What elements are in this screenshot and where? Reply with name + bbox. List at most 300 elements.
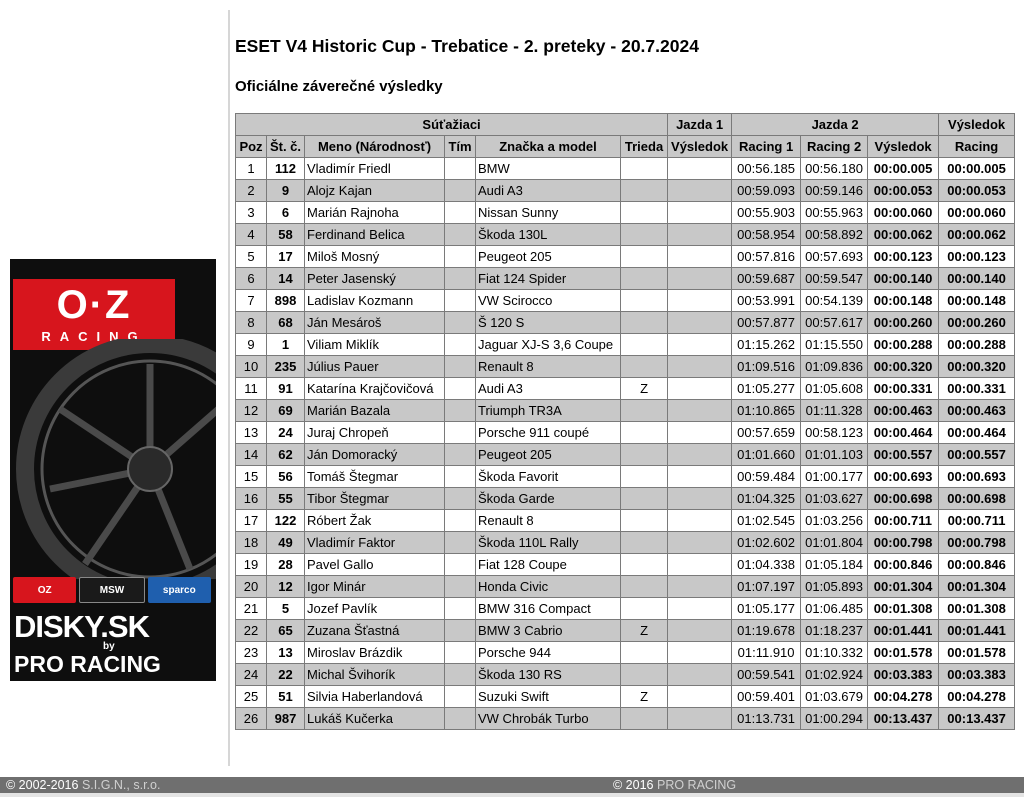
cell-racing2: 01:05.608 <box>801 378 868 400</box>
cell-racing2: 01:10.332 <box>801 642 868 664</box>
cell-racing1: 01:15.262 <box>732 334 801 356</box>
cell-run1-result <box>668 180 732 202</box>
cell-team <box>445 510 476 532</box>
cell-start-number: 55 <box>267 488 305 510</box>
cell-racing1: 01:09.516 <box>732 356 801 378</box>
cell-team <box>445 158 476 180</box>
cell-position: 8 <box>236 312 267 334</box>
cell-run2-result: 00:03.383 <box>868 664 939 686</box>
column-header: Racing 2 <box>801 136 868 158</box>
cell-team <box>445 598 476 620</box>
cell-team <box>445 312 476 334</box>
cell-class <box>621 664 668 686</box>
cell-racing2: 01:03.256 <box>801 510 868 532</box>
cell-racing2: 00:56.180 <box>801 158 868 180</box>
cell-run2-result: 00:00.060 <box>868 202 939 224</box>
cell-racing2: 01:18.237 <box>801 620 868 642</box>
cell-final-result: 00:01.578 <box>939 642 1015 664</box>
cell-position: 11 <box>236 378 267 400</box>
cell-racing2: 00:58.892 <box>801 224 868 246</box>
cell-run1-result <box>668 488 732 510</box>
cell-start-number: 898 <box>267 290 305 312</box>
cell-racing1: 00:59.687 <box>732 268 801 290</box>
cell-start-number: 22 <box>267 664 305 686</box>
cell-final-result: 00:00.331 <box>939 378 1015 400</box>
cell-racing2: 00:58.123 <box>801 422 868 444</box>
cell-class <box>621 554 668 576</box>
cell-start-number: 14 <box>267 268 305 290</box>
cell-racing1: 01:05.277 <box>732 378 801 400</box>
cell-team <box>445 246 476 268</box>
table-row <box>236 686 1015 708</box>
cell-name: Zuzana Šťastná <box>305 620 445 642</box>
cell-racing1: 00:59.541 <box>732 664 801 686</box>
cell-start-number: 112 <box>267 158 305 180</box>
cell-final-result: 00:00.053 <box>939 180 1015 202</box>
sparco-logo: sparco <box>148 577 211 603</box>
table-row <box>236 224 1015 246</box>
logo-text: O·Z <box>56 283 132 327</box>
cell-final-result: 00:04.278 <box>939 686 1015 708</box>
cell-class <box>621 642 668 664</box>
cell-position: 7 <box>236 290 267 312</box>
cell-class <box>621 422 668 444</box>
cell-class <box>621 180 668 202</box>
cell-position: 6 <box>236 268 267 290</box>
cell-final-result: 00:00.711 <box>939 510 1015 532</box>
cell-final-result: 00:00.464 <box>939 422 1015 444</box>
cell-team <box>445 686 476 708</box>
table-row <box>236 290 1015 312</box>
table-row <box>236 158 1015 180</box>
cell-start-number: 58 <box>267 224 305 246</box>
cell-name: Vladimír Faktor <box>305 532 445 554</box>
group-header-row <box>236 114 1015 136</box>
cell-name: Silvia Haberlandová <box>305 686 445 708</box>
cell-run2-result: 00:01.441 <box>868 620 939 642</box>
cell-racing1: 01:05.177 <box>732 598 801 620</box>
cell-racing2: 01:02.924 <box>801 664 868 686</box>
cell-start-number: 5 <box>267 598 305 620</box>
cell-racing1: 01:13.731 <box>732 708 801 730</box>
cell-name: Katarína Krajčovičová <box>305 378 445 400</box>
cell-position: 21 <box>236 598 267 620</box>
cell-position: 15 <box>236 466 267 488</box>
cell-racing2: 00:54.139 <box>801 290 868 312</box>
cell-position: 26 <box>236 708 267 730</box>
cell-racing2: 01:00.294 <box>801 708 868 730</box>
cell-class <box>621 510 668 532</box>
footer-bar <box>0 777 1024 793</box>
oz-mini-logo: OZ <box>13 577 76 603</box>
footer-left-copyright: © 2002-2016 <box>6 778 79 792</box>
cell-name: Pavel Gallo <box>305 554 445 576</box>
cell-car: Peugeot 205 <box>476 444 621 466</box>
table-row <box>236 334 1015 356</box>
table-row <box>236 466 1015 488</box>
cell-car: VW Chrobák Turbo <box>476 708 621 730</box>
cell-team <box>445 466 476 488</box>
cell-name: Viliam Miklík <box>305 334 445 356</box>
cell-run1-result <box>668 334 732 356</box>
cell-final-result: 00:00.060 <box>939 202 1015 224</box>
cell-start-number: 51 <box>267 686 305 708</box>
cell-team <box>445 400 476 422</box>
cell-position: 10 <box>236 356 267 378</box>
cell-run2-result: 00:00.140 <box>868 268 939 290</box>
cell-racing1: 00:57.877 <box>732 312 801 334</box>
cell-car: Škoda 130 RS <box>476 664 621 686</box>
cell-run2-result: 00:13.437 <box>868 708 939 730</box>
cell-position: 17 <box>236 510 267 532</box>
cell-racing1: 01:01.660 <box>732 444 801 466</box>
cell-position: 2 <box>236 180 267 202</box>
cell-run1-result <box>668 708 732 730</box>
cell-start-number: 13 <box>267 642 305 664</box>
cell-team <box>445 708 476 730</box>
table-row <box>236 378 1015 400</box>
cell-run2-result: 00:00.148 <box>868 290 939 312</box>
cell-racing1: 01:04.338 <box>732 554 801 576</box>
cell-car: Audi A3 <box>476 180 621 202</box>
cell-team <box>445 554 476 576</box>
cell-position: 25 <box>236 686 267 708</box>
cell-name: Miloš Mosný <box>305 246 445 268</box>
cell-class <box>621 202 668 224</box>
cell-team <box>445 444 476 466</box>
cell-car: Honda Civic <box>476 576 621 598</box>
cell-car: Škoda 130L <box>476 224 621 246</box>
cell-position: 5 <box>236 246 267 268</box>
msw-logo: MSW <box>79 577 144 603</box>
cell-run2-result: 00:00.123 <box>868 246 939 268</box>
cell-racing1: 00:58.954 <box>732 224 801 246</box>
cell-name: Ferdinand Belica <box>305 224 445 246</box>
cell-name: Marián Bazala <box>305 400 445 422</box>
page-subtitle: Oficiálne záverečné výsledky <box>235 78 443 95</box>
cell-team <box>445 664 476 686</box>
cell-car: Renault 8 <box>476 356 621 378</box>
cell-run2-result: 00:01.304 <box>868 576 939 598</box>
cell-team <box>445 642 476 664</box>
cell-name: Jozef Pavlík <box>305 598 445 620</box>
cell-car: Suzuki Swift <box>476 686 621 708</box>
cell-team <box>445 532 476 554</box>
cell-class <box>621 466 668 488</box>
cell-run1-result <box>668 554 732 576</box>
cell-class: Z <box>621 378 668 400</box>
table-row <box>236 444 1015 466</box>
cell-final-result: 00:00.557 <box>939 444 1015 466</box>
cell-racing2: 00:59.146 <box>801 180 868 202</box>
cell-class <box>621 444 668 466</box>
group-header: Súťažiaci <box>236 114 668 136</box>
cell-position: 13 <box>236 422 267 444</box>
cell-run1-result <box>668 158 732 180</box>
cell-run1-result <box>668 312 732 334</box>
cell-start-number: 9 <box>267 180 305 202</box>
table-row <box>236 422 1015 444</box>
cell-name: Peter Jasenský <box>305 268 445 290</box>
cell-racing2: 00:55.963 <box>801 202 868 224</box>
cell-run1-result <box>668 664 732 686</box>
cell-racing2: 00:59.547 <box>801 268 868 290</box>
cell-final-result: 00:00.260 <box>939 312 1015 334</box>
cell-car: Renault 8 <box>476 510 621 532</box>
cell-run1-result <box>668 356 732 378</box>
sponsor-banner[interactable] <box>10 259 216 681</box>
cell-class <box>621 224 668 246</box>
column-header-row <box>236 136 1015 158</box>
cell-position: 20 <box>236 576 267 598</box>
pro-racing-brand: PRO RACING <box>14 651 161 677</box>
cell-car: Š 120 S <box>476 312 621 334</box>
column-header: Št. č. <box>267 136 305 158</box>
cell-racing2: 00:57.617 <box>801 312 868 334</box>
cell-run1-result <box>668 510 732 532</box>
column-header: Výsledok <box>868 136 939 158</box>
cell-run1-result <box>668 202 732 224</box>
cell-team <box>445 576 476 598</box>
cell-team <box>445 290 476 312</box>
cell-team <box>445 488 476 510</box>
cell-racing1: 01:02.602 <box>732 532 801 554</box>
cell-position: 18 <box>236 532 267 554</box>
cell-team <box>445 268 476 290</box>
column-header: Výsledok <box>668 136 732 158</box>
cell-racing1: 01:07.197 <box>732 576 801 598</box>
column-header: Trieda <box>621 136 668 158</box>
column-header: Poz <box>236 136 267 158</box>
cell-name: Tomáš Štegmar <box>305 466 445 488</box>
cell-run2-result: 00:01.578 <box>868 642 939 664</box>
cell-run2-result: 00:00.711 <box>868 510 939 532</box>
cell-position: 4 <box>236 224 267 246</box>
table-row <box>236 598 1015 620</box>
cell-racing1: 00:59.401 <box>732 686 801 708</box>
table-row <box>236 246 1015 268</box>
cell-run1-result <box>668 400 732 422</box>
table-row <box>236 510 1015 532</box>
cell-name: Alojz Kajan <box>305 180 445 202</box>
cell-car: Porsche 911 coupé <box>476 422 621 444</box>
cell-start-number: 68 <box>267 312 305 334</box>
cell-name: Ladislav Kozmann <box>305 290 445 312</box>
table-row <box>236 356 1015 378</box>
cell-car: Škoda 110L Rally <box>476 532 621 554</box>
cell-name: Ján Domoracký <box>305 444 445 466</box>
cell-car: Triumph TR3A <box>476 400 621 422</box>
cell-name: Róbert Žak <box>305 510 445 532</box>
cell-class <box>621 334 668 356</box>
cell-racing2: 01:05.184 <box>801 554 868 576</box>
cell-final-result: 00:13.437 <box>939 708 1015 730</box>
cell-racing2: 01:09.836 <box>801 356 868 378</box>
table-row <box>236 400 1015 422</box>
disky-brand: DISKY.SK <box>14 609 149 644</box>
cell-car: Peugeot 205 <box>476 246 621 268</box>
cell-run2-result: 00:04.278 <box>868 686 939 708</box>
brand-by: by <box>103 641 115 652</box>
cell-run2-result: 00:00.260 <box>868 312 939 334</box>
cell-start-number: 28 <box>267 554 305 576</box>
cell-name: Juraj Chropeň <box>305 422 445 444</box>
cell-class: Z <box>621 686 668 708</box>
cell-start-number: 91 <box>267 378 305 400</box>
cell-class <box>621 158 668 180</box>
footer-left-link[interactable]: S.I.G.N., s.r.o. <box>81 778 161 792</box>
cell-position: 23 <box>236 642 267 664</box>
cell-position: 24 <box>236 664 267 686</box>
group-header: Jazda 2 <box>732 114 939 136</box>
cell-final-result: 00:01.304 <box>939 576 1015 598</box>
cell-run1-result <box>668 422 732 444</box>
table-row <box>236 268 1015 290</box>
cell-class <box>621 532 668 554</box>
table-row <box>236 312 1015 334</box>
cell-run2-result: 00:00.846 <box>868 554 939 576</box>
cell-final-result: 00:03.383 <box>939 664 1015 686</box>
cell-final-result: 00:01.308 <box>939 598 1015 620</box>
cell-position: 22 <box>236 620 267 642</box>
cell-run2-result: 00:00.062 <box>868 224 939 246</box>
cell-name: Ján Mesároš <box>305 312 445 334</box>
cell-racing1: 00:53.991 <box>732 290 801 312</box>
cell-team <box>445 620 476 642</box>
cell-final-result: 00:00.005 <box>939 158 1015 180</box>
cell-name: Lukáš Kučerka <box>305 708 445 730</box>
cell-name: Tibor Štegmar <box>305 488 445 510</box>
cell-run2-result: 00:00.288 <box>868 334 939 356</box>
table-row <box>236 642 1015 664</box>
column-header: Tím <box>445 136 476 158</box>
cell-final-result: 00:01.441 <box>939 620 1015 642</box>
table-row <box>236 202 1015 224</box>
cell-run2-result: 00:00.698 <box>868 488 939 510</box>
cell-class <box>621 708 668 730</box>
bottom-strip <box>0 793 1024 797</box>
cell-name: Michal Švihorík <box>305 664 445 686</box>
cell-start-number: 12 <box>267 576 305 598</box>
table-row <box>236 664 1015 686</box>
cell-start-number: 987 <box>267 708 305 730</box>
footer-left <box>6 778 160 792</box>
cell-class: Z <box>621 620 668 642</box>
group-header: Výsledok <box>939 114 1015 136</box>
column-header: Racing 1 <box>732 136 801 158</box>
cell-car: Nissan Sunny <box>476 202 621 224</box>
table-row <box>236 488 1015 510</box>
cell-run2-result: 00:01.308 <box>868 598 939 620</box>
sponsor-logos <box>13 577 211 603</box>
cell-position: 16 <box>236 488 267 510</box>
cell-class <box>621 356 668 378</box>
cell-car: BMW 316 Compact <box>476 598 621 620</box>
cell-car: Audi A3 <box>476 378 621 400</box>
cell-class <box>621 312 668 334</box>
footer-right-link[interactable]: PRO RACING <box>656 778 737 792</box>
cell-team <box>445 422 476 444</box>
cell-car: BMW 3 Cabrio <box>476 620 621 642</box>
cell-racing2: 01:05.893 <box>801 576 868 598</box>
table-row <box>236 554 1015 576</box>
column-header: Racing <box>939 136 1015 158</box>
cell-racing1: 00:59.484 <box>732 466 801 488</box>
wheel-icon <box>10 339 216 579</box>
cell-run1-result <box>668 268 732 290</box>
cell-run1-result <box>668 642 732 664</box>
cell-run1-result <box>668 466 732 488</box>
cell-racing1: 00:57.816 <box>732 246 801 268</box>
column-divider <box>228 10 230 766</box>
cell-start-number: 235 <box>267 356 305 378</box>
table-row <box>236 180 1015 202</box>
column-header: Značka a model <box>476 136 621 158</box>
cell-team <box>445 224 476 246</box>
cell-team <box>445 378 476 400</box>
cell-run1-result <box>668 224 732 246</box>
cell-run1-result <box>668 686 732 708</box>
cell-class <box>621 268 668 290</box>
cell-run1-result <box>668 576 732 598</box>
cell-name: Marián Rajnoha <box>305 202 445 224</box>
cell-car: BMW <box>476 158 621 180</box>
cell-final-result: 00:00.062 <box>939 224 1015 246</box>
cell-run2-result: 00:00.798 <box>868 532 939 554</box>
column-header: Meno (Národnosť) <box>305 136 445 158</box>
cell-final-result: 00:00.123 <box>939 246 1015 268</box>
footer-right <box>613 778 736 792</box>
cell-position: 19 <box>236 554 267 576</box>
cell-start-number: 6 <box>267 202 305 224</box>
cell-run2-result: 00:00.053 <box>868 180 939 202</box>
cell-name: Igor Minár <box>305 576 445 598</box>
cell-start-number: 24 <box>267 422 305 444</box>
cell-start-number: 65 <box>267 620 305 642</box>
cell-racing1: 00:56.185 <box>732 158 801 180</box>
cell-car: Jaguar XJ-S 3,6 Coupe <box>476 334 621 356</box>
cell-car: Škoda Garde <box>476 488 621 510</box>
cell-team <box>445 334 476 356</box>
cell-final-result: 00:00.140 <box>939 268 1015 290</box>
cell-final-result: 00:00.798 <box>939 532 1015 554</box>
cell-run2-result: 00:00.464 <box>868 422 939 444</box>
cell-final-result: 00:00.463 <box>939 400 1015 422</box>
cell-start-number: 122 <box>267 510 305 532</box>
cell-start-number: 1 <box>267 334 305 356</box>
cell-team <box>445 180 476 202</box>
cell-class <box>621 246 668 268</box>
cell-class <box>621 576 668 598</box>
cell-start-number: 69 <box>267 400 305 422</box>
cell-racing1: 00:57.659 <box>732 422 801 444</box>
cell-position: 14 <box>236 444 267 466</box>
cell-run1-result <box>668 598 732 620</box>
table-row <box>236 708 1015 730</box>
cell-team <box>445 202 476 224</box>
cell-racing1: 01:04.325 <box>732 488 801 510</box>
cell-name: Vladimír Friedl <box>305 158 445 180</box>
cell-name: Miroslav Brázdik <box>305 642 445 664</box>
group-header: Jazda 1 <box>668 114 732 136</box>
cell-run2-result: 00:00.005 <box>868 158 939 180</box>
cell-run1-result <box>668 246 732 268</box>
cell-class <box>621 290 668 312</box>
cell-run2-result: 00:00.693 <box>868 466 939 488</box>
cell-final-result: 00:00.693 <box>939 466 1015 488</box>
table-row <box>236 576 1015 598</box>
cell-racing1: 01:10.865 <box>732 400 801 422</box>
